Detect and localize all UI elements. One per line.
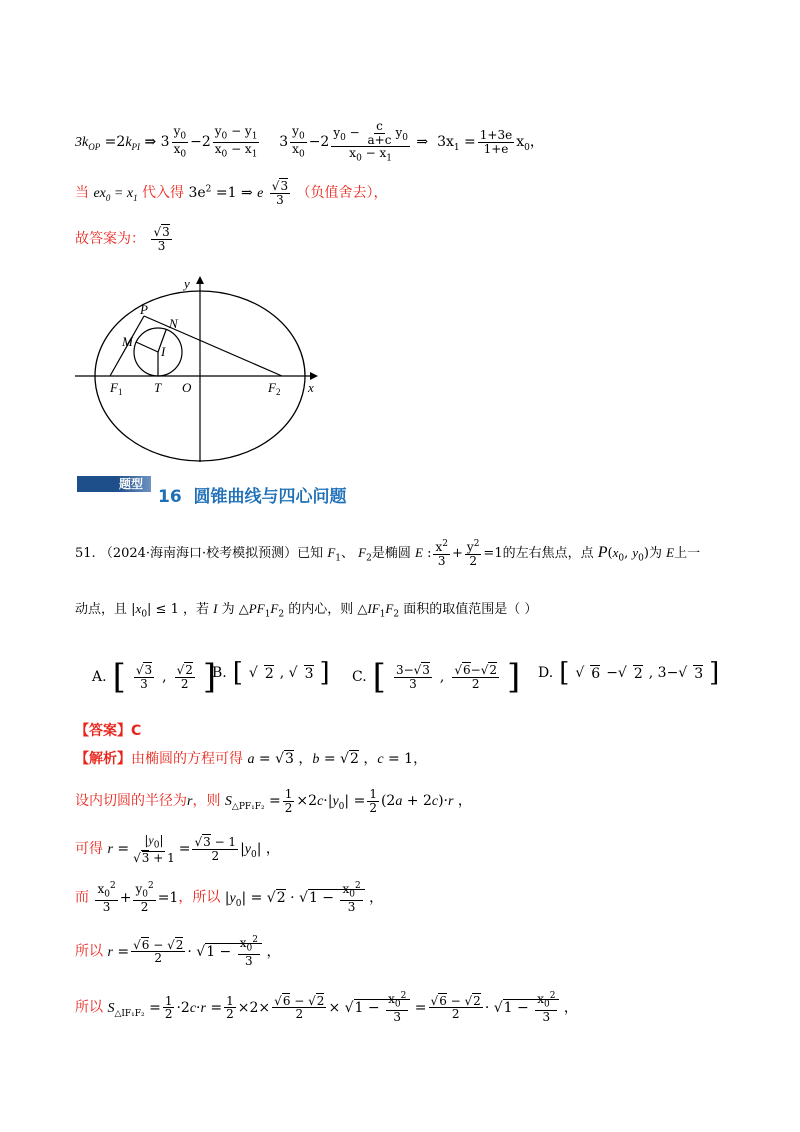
equation-line-2: 当 $ex_0 = x_1$ 代入得 $3e^2 =1$ ⇒ e $\frac{√3}{3}$ （负值舍去）， — [75, 179, 388, 207]
label-P: P — [140, 302, 148, 317]
option-a[interactable]: A. [ $\frac{√3}{3}$ , $\frac{√2}{2}$ ] — [92, 657, 217, 697]
analysis-line-3: 可得 r = $\frac{|y_0|}{√3 + 1}$ = $\frac{√3 - 1}{2}$ $|y_0|$ ， — [75, 833, 280, 865]
answer-label: 【答案】C — [75, 723, 142, 739]
problem-line-1: 51. （2024·海南海口·校考模拟预测）已知 $F_1$、 $F_2$是椭圆 E : $\frac{x^2}{3}$ + $\frac{y^2}{2}$ =1的左右焦点，点 $P(x_0$, $y_0$)为 E上一 — [75, 539, 701, 568]
y-axis-arrow — [196, 276, 204, 284]
analysis-line-2: 设内切圆的半径为r，则 $S_{\triangle PF_1F_2}$ = $\frac{1}{2}$ $\times 2c\cdot|y_0|$ = $\frac{1}{2}$ (2a + 2c)·r ， — [75, 787, 472, 815]
label-y: y — [184, 276, 190, 291]
section-title: 16 圆锥曲线与四心问题 — [158, 487, 347, 507]
option-d[interactable]: D. [ √ 6 −√ 2 , 3−√ 3 ] — [538, 658, 720, 688]
label-x: x — [308, 380, 314, 395]
ellipse-diagram — [70, 272, 330, 467]
label-T: T — [154, 380, 162, 395]
label-M: M — [122, 334, 133, 349]
analysis-line-4: 而 $\frac{x_0^2}{3}$ + $\frac{y_0^2}{2}$ =1，所以 $|y_0| = √2 \cdot √1$ − $\frac{x_0^2}{3}$ ， — [75, 881, 384, 914]
analysis-line-5: 所以 r = $\frac{√6 - √2}{2}$ · √1 − $\frac{x_0^2}{3}$ ， — [75, 935, 281, 968]
radius-IM — [136, 342, 158, 352]
label-F2: $F_2$ — [268, 380, 281, 397]
option-b[interactable]: B. [ √ 2 , √ 3 ] — [212, 658, 330, 688]
analysis-line-6: 所以 $S_{\triangle IF_1F_2}$ = $\frac{1}{2}$ ·2c·r = $\frac{1}{2}$ ×2× $\frac{√6 - √2}{2}$ × √1 − $\frac{x_0^2}{3}$ = $\frac{√6 - √2}{2}$ · √1 − $\frac{x_0^2}{3}$ ， — [75, 991, 578, 1024]
section-tag: 题型 — [77, 476, 151, 492]
x-axis-arrow — [310, 372, 318, 380]
label-N: N — [169, 316, 178, 331]
answer-line: 故答案为： $\frac{√3}{3}$ — [75, 225, 170, 253]
label-I: I — [161, 344, 166, 359]
label-O: O — [182, 380, 192, 395]
problem-line-2: 动点，且 $|x_0| \le 1$ ，若 I 为 $\triangle PF_1F_2$ 的内心，则 $\triangle IF_1F_2$ 面积的取值范围是（ ） — [75, 601, 538, 620]
label-F1: $F_1$ — [110, 380, 123, 397]
option-c[interactable]: C. [ $\frac{3-√3}{3}$ , $\frac{√6-√2}{2}$ ] — [352, 657, 521, 697]
equation-line-1: $3k_{OP} =2k_{PI}$ ⇒ 3 $\frac{y_0}{x_0}$ −2 $\frac{y_0 - y_1}{x_0 - x_1}$ 3 $\frac{y_0}{x_0}$ −2 $y_0$ − $\frac{c}{a+c}$ $y_0$ $x_0 - x_1$ ⇒ $3x_1$ = $\frac{1+3e}{1+e}$ $x_0$， — [75, 119, 544, 164]
analysis-line-1: 【解析】由椭圆的方程可得 a = √3 ，b = √2 ，c = 1， — [75, 751, 428, 767]
